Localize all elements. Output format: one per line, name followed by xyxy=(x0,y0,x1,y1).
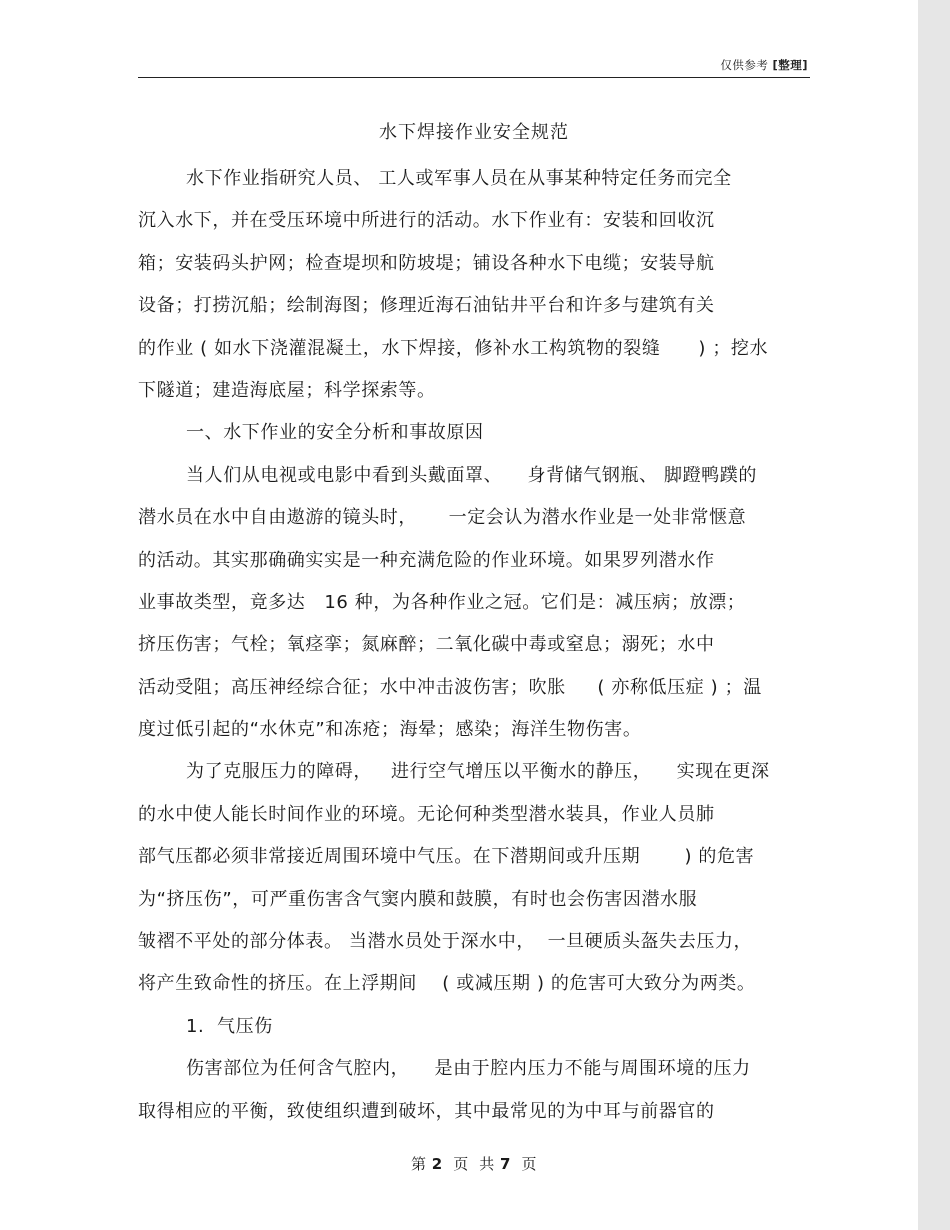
body-line: 业事故类型，竟多达 16 种，为各种作业之冠。它们是：减压病；放漂； xyxy=(138,591,746,613)
body-line: 设备；打捞沉船；绘制海图；修理近海石油钻井平台和许多与建筑有关 xyxy=(138,295,715,317)
body-line: 箱；安装码头护网；检查堤坝和防坡堤；铺设各种水下电缆；安装导航 xyxy=(138,252,715,274)
body-line: 部气压都必须非常接近周围环境中气压。在下潜期间或升压期 ) 的危害 xyxy=(138,846,755,868)
header-note xyxy=(720,57,808,73)
body-line: 的活动。其实那确确实实是一种充满危险的作业环境。如果罗列潜水作 xyxy=(138,549,715,571)
body-line: 皱褶不平处的部分体表。 当潜水员处于深水中， 一旦硬质头盔失去压力， xyxy=(138,931,753,953)
page-number-middle: 页 共 xyxy=(442,1155,501,1173)
body-line: 当人们从电视或电影中看到头戴面罩、 身背储气钢瓶、 脚蹬鸭蹼的 xyxy=(186,464,758,486)
subsection-heading: 1. 气压伤 xyxy=(186,1015,273,1037)
document-title: 水下焊接作业安全规范 xyxy=(379,122,569,143)
page-number-total: 7 xyxy=(500,1155,511,1173)
body-line: 水下作业指研究人员、 工人或军事人员在从事某种特定任务而完全 xyxy=(186,168,732,189)
body-line: 的水中使人能长时间作业的环境。无论何种类型潜水装具，作业人员肺 xyxy=(138,803,715,825)
document-body xyxy=(138,158,810,1133)
body-line: 的作业 ( 如水下浇灌混凝土，水下焊接，修补水工构筑物的裂缝 ) ；挖水 xyxy=(138,337,769,359)
body-line: 下隧道；建造海底屋；科学探索等。 xyxy=(138,379,436,401)
body-line: 伤害部位为任何含气腔内， 是由于腔内压力不能与周围环境的压力 xyxy=(186,1058,751,1080)
body-line: 沉入水下，并在受压环境中所进行的活动。水下作业有：安装和回收沉 xyxy=(138,210,715,232)
body-line: 潜水员在水中自由遨游的镜头时， 一定会认为潜水作业是一处非常惬意 xyxy=(138,507,747,529)
page-number xyxy=(138,1153,810,1174)
body-line: 将产生致命性的挤压。在上浮期间 ( 或减压期 ) 的危害可大致分为两类。 xyxy=(138,973,756,995)
body-line: 挤压伤害；气栓；氧痉挛；氮麻醉；二氧化碳中毒或窒息；溺死；水中 xyxy=(138,634,715,656)
page-number-current: 2 xyxy=(431,1155,443,1173)
body-line: 为了克服压力的障碍， 进行空气增压以平衡水的静压， 实现在更深 xyxy=(186,761,770,783)
page-number-suffix: 页 xyxy=(510,1155,538,1173)
header-note-tag: [整理] xyxy=(772,58,808,72)
header-note-text: 仅供参考 xyxy=(720,58,769,72)
header-rule xyxy=(138,77,810,78)
body-line: 活动受阻；高压神经综合征；水中冲击波伤害；吹胀 ( 亦称低压症 ) ；温 xyxy=(138,676,762,698)
body-line: 为“挤压伤”，可严重伤害含气窦内膜和鼓膜，有时也会伤害因潜水服 xyxy=(138,888,698,910)
section-heading: 一、水下作业的安全分析和事故原因 xyxy=(186,422,484,444)
page-number-prefix: 第 xyxy=(410,1155,432,1173)
body-line: 度过低引起的“水休克”和冻疮；海晕；感染；海洋生物伤害。 xyxy=(138,719,642,741)
body-line: 取得相应的平衡，致使组织遭到破坏，其中最常见的为中耳与前器官的 xyxy=(138,1100,715,1122)
